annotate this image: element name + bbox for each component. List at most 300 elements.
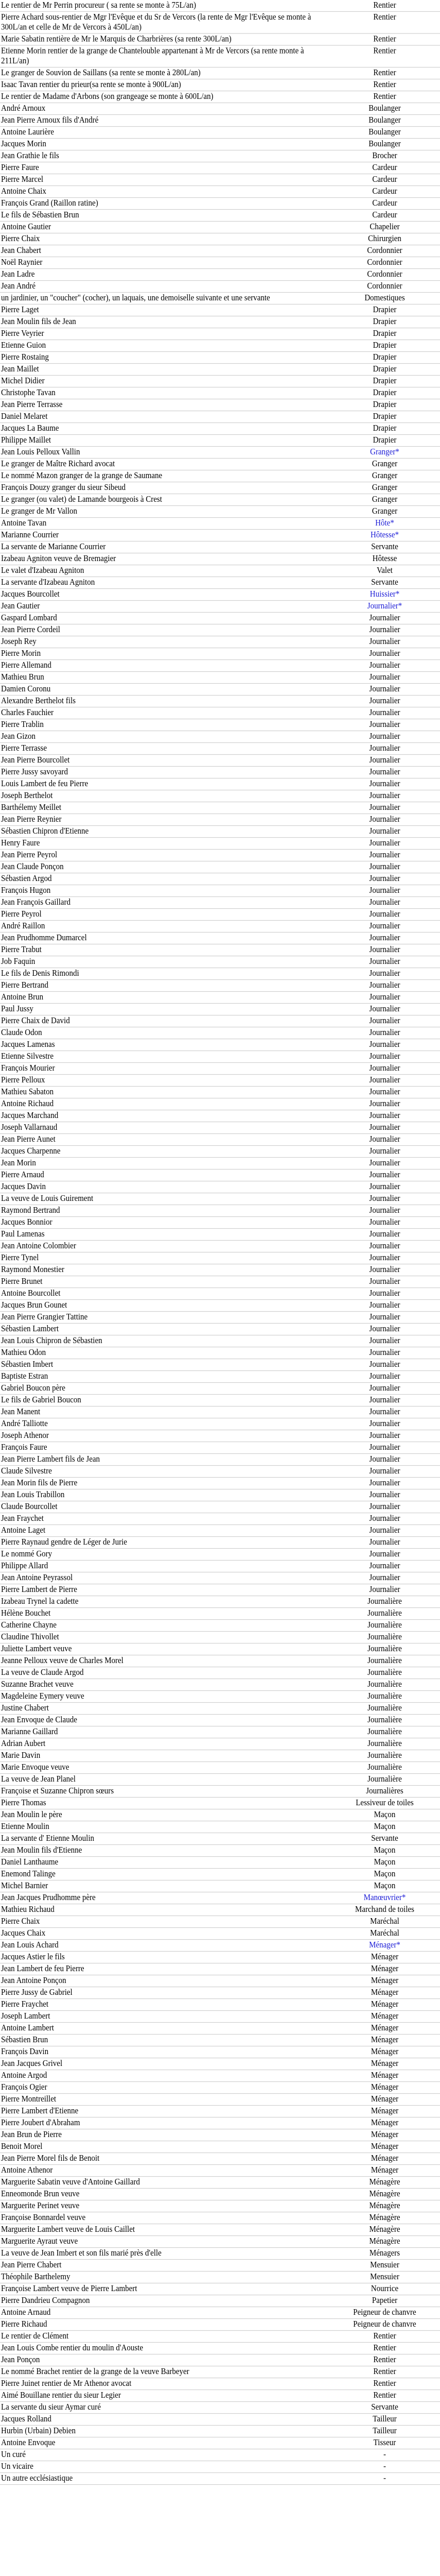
table-row bbox=[0, 826, 440, 838]
person-name: Jacques Rolland bbox=[1, 2414, 51, 2424]
person-name: François Mourier bbox=[1, 1063, 55, 1073]
occupation: Journalière bbox=[367, 1691, 402, 1701]
person-name: Marguerite Sabatin veuve d'Antoine Gaillard bbox=[1, 2177, 140, 2187]
person-name: Juliette Lambert veuve bbox=[1, 1644, 72, 1654]
person-name: Marie Davin bbox=[1, 1751, 41, 1760]
occupation-link[interactable]: Hôtesse* bbox=[371, 530, 399, 540]
table-row bbox=[0, 304, 440, 316]
occupation: Maréchal bbox=[370, 1928, 399, 1938]
table-row bbox=[0, 1940, 440, 1952]
person-name: Pierre Tynel bbox=[1, 1253, 39, 1263]
occupation: Journalier bbox=[369, 992, 400, 1002]
person-name: Pierre Peyrol bbox=[1, 909, 42, 919]
person-name: Jeanne Pelloux veuve de Charles Morel bbox=[1, 1656, 124, 1666]
table-row bbox=[0, 1715, 440, 1726]
person-name: Jean Pierre Cordeil bbox=[1, 625, 60, 635]
occupation: Cardeur bbox=[372, 210, 397, 220]
table-row bbox=[0, 2449, 440, 2461]
person-name: Jean Jacques Prudhomme père bbox=[1, 1893, 96, 1903]
table-row bbox=[0, 2331, 440, 2343]
table-row bbox=[0, 1075, 440, 1087]
occupation: Ménager bbox=[371, 2130, 399, 2140]
table-row bbox=[0, 1146, 440, 1158]
occupation: Journalier bbox=[369, 660, 400, 670]
table-row bbox=[0, 731, 440, 743]
person-name: Pierre Trablin bbox=[1, 720, 44, 730]
table-row bbox=[0, 1395, 440, 1406]
person-name: Jacques Astier le fils bbox=[1, 1952, 65, 1962]
person-name: Jean Pierre Bourcollet bbox=[1, 755, 70, 765]
occupation: Journalier bbox=[369, 969, 400, 978]
occupation: Journalier bbox=[369, 1300, 400, 1310]
person-name: Pierre Lambert d'Etienne bbox=[1, 2106, 79, 2116]
person-name: Jean Lambert de feu Pierre bbox=[1, 1964, 84, 1974]
occupation: Journalier bbox=[369, 921, 400, 931]
occupation: Rentier bbox=[373, 12, 396, 22]
occupation: Journalier bbox=[369, 1134, 400, 1144]
person-name: Hurbin (Urbain) Debien bbox=[1, 2426, 76, 2436]
person-name: Sébastien Brun bbox=[1, 2035, 48, 2045]
person-name: Jean Gautier bbox=[1, 601, 40, 611]
person-name: Pierre Chaix bbox=[1, 234, 40, 244]
occupation: Granger bbox=[372, 483, 398, 493]
occupation: Drapier bbox=[373, 388, 397, 398]
person-name: Mathieu Sabaton bbox=[1, 1087, 54, 1097]
table-row bbox=[0, 1952, 440, 1963]
occupation: Chirurgien bbox=[368, 234, 401, 244]
occupation: Brocher bbox=[372, 151, 397, 161]
person-name: Jacques Morin bbox=[1, 139, 46, 149]
table-row bbox=[0, 2212, 440, 2224]
person-name: Catherine Chayne bbox=[1, 1620, 57, 1630]
table-row bbox=[0, 1999, 440, 2011]
occupation: Boulanger bbox=[368, 127, 401, 137]
table-row bbox=[0, 2082, 440, 2094]
table-row bbox=[0, 2094, 440, 2106]
person-name: Raymond Bertrand bbox=[1, 1206, 60, 1215]
person-name: Jean François Gaillard bbox=[1, 897, 71, 907]
person-name: François Faure bbox=[1, 1443, 47, 1452]
table-row bbox=[0, 672, 440, 684]
person-name: Jacques Brun Gounet bbox=[1, 1300, 67, 1310]
person-name: Etienne Morin rentier de la grange de Chantelouble appartenant à Mr de Vercors (sa rente monte à 211L/an) bbox=[1, 46, 304, 66]
occupation: Journalier bbox=[369, 625, 400, 635]
table-row bbox=[0, 944, 440, 956]
occupation: Journalière bbox=[367, 1715, 402, 1725]
occupation: Journalier bbox=[369, 980, 400, 990]
occupation: Journalier bbox=[369, 933, 400, 943]
table-row bbox=[0, 601, 440, 613]
occupation-link[interactable]: Huissier* bbox=[369, 589, 400, 599]
occupation: Journalier bbox=[369, 1454, 400, 1464]
occupation: Journalier bbox=[369, 708, 400, 718]
occupation: Journalier bbox=[369, 897, 400, 907]
occupation: Journalier bbox=[369, 637, 400, 647]
occupation: Ménager bbox=[371, 2011, 399, 2021]
occupation: Journalier bbox=[369, 1217, 400, 1227]
person-name: Antoine Laurière bbox=[1, 127, 54, 137]
person-name: Antoine Athenor bbox=[1, 2165, 53, 2175]
occupation: Journalier bbox=[369, 1466, 400, 1476]
occupation-link[interactable]: Hôte* bbox=[375, 518, 394, 528]
table-row bbox=[0, 1928, 440, 1940]
occupation: Drapier bbox=[373, 364, 397, 374]
occupation: Journalier bbox=[369, 1395, 400, 1405]
occupation: Journalier bbox=[369, 815, 400, 824]
occupation: Journalière bbox=[367, 1620, 402, 1630]
person-name: Benoit Morel bbox=[1, 2142, 43, 2151]
person-name: Pierre Chaix de David bbox=[1, 1016, 70, 1026]
occupation: Ménagère bbox=[369, 2213, 400, 2223]
person-name: Pierre Bertrand bbox=[1, 980, 49, 990]
occupation: Journalier bbox=[369, 1123, 400, 1132]
occupation: Journalier bbox=[369, 886, 400, 895]
table-row bbox=[0, 2023, 440, 2035]
table-row bbox=[0, 861, 440, 873]
person-name: Le granger de Souvion de Saillans (sa rente se monte à 280L/an) bbox=[1, 68, 201, 78]
occupation: Drapier bbox=[373, 423, 397, 433]
table-row bbox=[0, 1170, 440, 1181]
occupation: Granger bbox=[372, 471, 398, 481]
person-name: Mathieu Odon bbox=[1, 1348, 46, 1358]
table-row bbox=[0, 222, 440, 233]
person-name: Le granger de Maître Richard avocat bbox=[1, 459, 115, 469]
person-name: Enneomonde Brun veuve bbox=[1, 2189, 80, 2199]
table-row bbox=[0, 1087, 440, 1098]
person-name: Charles Fauchier bbox=[1, 708, 54, 718]
person-name: Damien Coronu bbox=[1, 684, 51, 694]
person-name: André Arnoux bbox=[1, 104, 46, 113]
table-row bbox=[0, 1869, 440, 1880]
occupation: Ménagers bbox=[369, 2248, 400, 2258]
occupation: Ménager bbox=[371, 2071, 399, 2080]
table-row bbox=[0, 1904, 440, 1916]
occupation: Rentier bbox=[373, 2331, 396, 2341]
table-row bbox=[0, 1489, 440, 1501]
table-row bbox=[0, 1004, 440, 1015]
person-name: Pierre Thomas bbox=[1, 1798, 46, 1808]
occupation: Maçon bbox=[374, 1857, 396, 1867]
table-row bbox=[0, 174, 440, 186]
occupation: Journalière bbox=[367, 1668, 402, 1677]
occupation: Cordonnier bbox=[367, 258, 402, 267]
person-name: La servante d'Izabeau Agniton bbox=[1, 578, 95, 587]
table-row bbox=[0, 1134, 440, 1146]
table-row bbox=[0, 2011, 440, 2023]
occupation: Ménager bbox=[371, 2154, 399, 2163]
person-name: André Talliotte bbox=[1, 1419, 48, 1429]
person-name: Jean Pierre Aunet bbox=[1, 1134, 56, 1144]
table-row bbox=[0, 1537, 440, 1549]
occupation: Cardeur bbox=[372, 198, 397, 208]
table-row bbox=[0, 1466, 440, 1478]
person-name: Marguerite Perinet veuve bbox=[1, 2201, 80, 2211]
occupation: Journalier bbox=[369, 1324, 400, 1334]
person-name: Aimé Bouillane rentier du sieur Legier bbox=[1, 2391, 121, 2400]
occupation: Journalier bbox=[369, 1585, 400, 1595]
person-name: Alexandre Berthelot fils bbox=[1, 696, 76, 706]
person-name: Pierre Jussy savoyard bbox=[1, 767, 68, 777]
occupation: Journalier bbox=[369, 1099, 400, 1109]
occupation: Servante bbox=[371, 1834, 398, 1843]
person-name: Jean Pierre Morel fils de Benoit bbox=[1, 2154, 100, 2163]
person-name: La veuve de Jean Planel bbox=[1, 1774, 76, 1784]
person-name: Le fils de Denis Rimondi bbox=[1, 969, 79, 978]
person-name: Jacques Charpenne bbox=[1, 1146, 61, 1156]
person-name: Le nommé Mazon granger de la grange de Saumane bbox=[1, 471, 163, 481]
table-row bbox=[0, 1833, 440, 1845]
person-name: Le nommé Gory bbox=[1, 1549, 52, 1559]
table-row bbox=[0, 1454, 440, 1466]
occupation: Journalier bbox=[369, 1407, 400, 1417]
table-row bbox=[0, 980, 440, 992]
table-row bbox=[0, 1726, 440, 1738]
person-name: Jacques Marchand bbox=[1, 1111, 59, 1121]
table-row bbox=[0, 1324, 440, 1335]
occupation: Journalier bbox=[369, 1478, 400, 1488]
table-row bbox=[0, 873, 440, 885]
person-name: Henry Faure bbox=[1, 838, 40, 848]
occupation: Ménager bbox=[371, 2047, 399, 2057]
table-row bbox=[0, 376, 440, 387]
table-row bbox=[0, 2461, 440, 2473]
table-row bbox=[0, 2295, 440, 2307]
occupation: Mensuier bbox=[370, 2260, 399, 2270]
table-row bbox=[0, 2260, 440, 2272]
table-row bbox=[0, 79, 440, 91]
table-row bbox=[0, 1063, 440, 1075]
person-name: Sébastien Chipron d'Etienne bbox=[1, 826, 89, 836]
occupation: Journalier bbox=[369, 909, 400, 919]
occupation: Journalier bbox=[369, 1549, 400, 1559]
person-name: La servante d' Etienne Moulin bbox=[1, 1834, 94, 1843]
table-row bbox=[0, 1335, 440, 1347]
person-name: Théophile Barthelemy bbox=[1, 2272, 71, 2282]
occupation: Cardeur bbox=[372, 163, 397, 173]
occupation: Journalier bbox=[369, 1336, 400, 1346]
occupation: Granger bbox=[372, 506, 398, 516]
occupation: Drapier bbox=[373, 329, 397, 338]
table-row bbox=[0, 198, 440, 210]
person-name: Antoine Chaix bbox=[1, 187, 46, 196]
table-row bbox=[0, 2402, 440, 2414]
occupation: Ménagère bbox=[369, 2189, 400, 2199]
person-name: Jean Pierre Peyrol bbox=[1, 850, 58, 860]
table-row bbox=[0, 447, 440, 459]
table-row bbox=[0, 518, 440, 530]
occupation: Ménager bbox=[371, 1976, 399, 1986]
table-row bbox=[0, 2236, 440, 2248]
table-row bbox=[0, 245, 440, 257]
person-name: Antoine Bourcollet bbox=[1, 1289, 61, 1298]
person-name: Jean Jacques Grivel bbox=[1, 2059, 63, 2069]
table-row bbox=[0, 589, 440, 601]
table-row bbox=[0, 719, 440, 731]
person-name: Jacques Lamenas bbox=[1, 1040, 55, 1049]
table-row bbox=[0, 364, 440, 376]
table-row bbox=[0, 210, 440, 222]
person-name: Joseph Vallarnaud bbox=[1, 1123, 58, 1132]
person-name: Antoine Richaud bbox=[1, 1099, 54, 1109]
table-row bbox=[0, 127, 440, 139]
occupation: Rentier bbox=[373, 2379, 396, 2388]
person-name: Magdeleine Eymery veuve bbox=[1, 1691, 84, 1701]
table-row bbox=[0, 1738, 440, 1750]
person-name: Le valet d'Izabeau Agniton bbox=[1, 566, 84, 575]
person-name: Pierre Pelloux bbox=[1, 1075, 45, 1085]
occupation: Journalier bbox=[369, 957, 400, 967]
person-name: Job Faquin bbox=[1, 957, 36, 967]
table-row bbox=[0, 1963, 440, 1975]
person-name: François Ogier bbox=[1, 2082, 47, 2092]
person-name: Jean Morin bbox=[1, 1158, 36, 1168]
table-row bbox=[0, 1193, 440, 1205]
table-row bbox=[0, 233, 440, 245]
table-row bbox=[0, 103, 440, 115]
person-name: Antoine Laget bbox=[1, 1526, 46, 1535]
occupation: Valet bbox=[377, 566, 393, 575]
occupation: Journalier bbox=[369, 696, 400, 706]
occupation: Journalier bbox=[369, 1182, 400, 1192]
occupation: Boulanger bbox=[368, 104, 401, 113]
occupation: Journalier bbox=[369, 862, 400, 872]
person-name: Noël Raynier bbox=[1, 258, 43, 267]
person-name: Louis Lambert de feu Pierre bbox=[1, 779, 89, 789]
occupation: Journalier bbox=[369, 1348, 400, 1358]
occupation-link[interactable]: Granger* bbox=[370, 447, 399, 457]
occupation: Journalière bbox=[367, 1703, 402, 1713]
person-name: Le granger de Mr Vallon bbox=[1, 506, 78, 516]
table-row bbox=[0, 1643, 440, 1655]
table-row bbox=[0, 1916, 440, 1928]
person-name: Pierre Brunet bbox=[1, 1277, 43, 1286]
person-name: Jean Louis Trabillon bbox=[1, 1490, 65, 1500]
person-name: Jean Louis Pelloux Vallin bbox=[1, 447, 80, 457]
person-name: Pierre Arnaud bbox=[1, 1170, 44, 1180]
occupation-link[interactable]: Ménager* bbox=[369, 1940, 400, 1950]
table-row bbox=[0, 1478, 440, 1489]
occupation: Journalier bbox=[369, 1075, 400, 1085]
person-name: Sébastien Imbert bbox=[1, 1360, 54, 1369]
table-row bbox=[0, 2141, 440, 2153]
person-name: Le fils de Gabriel Boucon bbox=[1, 1395, 81, 1405]
occupation: Mensuier bbox=[370, 2272, 399, 2282]
occupation: Drapier bbox=[373, 305, 397, 315]
person-name: Etienne Silvestre bbox=[1, 1052, 54, 1061]
occupation: Journalier bbox=[369, 1561, 400, 1571]
table-row bbox=[0, 565, 440, 577]
table-row bbox=[0, 2272, 440, 2283]
table-row bbox=[0, 2165, 440, 2177]
occupation: Journalier bbox=[369, 1016, 400, 1026]
person-name: Jacques Chaix bbox=[1, 1928, 46, 1938]
person-name: Pierre Faure bbox=[1, 163, 39, 173]
occupation: Maçon bbox=[374, 1869, 396, 1879]
occupation: Ménager bbox=[371, 2035, 399, 2045]
table-row bbox=[0, 2106, 440, 2117]
occupation: Journalière bbox=[367, 1751, 402, 1760]
person-name: Jean Moulin le père bbox=[1, 1810, 62, 1820]
person-name: Pierre Veyrier bbox=[1, 329, 44, 338]
occupation: Maçon bbox=[374, 1810, 396, 1820]
table-row bbox=[0, 1027, 440, 1039]
table-row bbox=[0, 684, 440, 696]
occupation: Journalières bbox=[366, 1786, 403, 1796]
person-name: La servante de Marianne Courrier bbox=[1, 542, 106, 552]
occupation: Drapier bbox=[373, 400, 397, 410]
table-row bbox=[0, 459, 440, 470]
table-row bbox=[0, 1110, 440, 1122]
person-name: Philippe Allard bbox=[1, 1561, 48, 1571]
table-row bbox=[0, 352, 440, 364]
person-name: Le rentier de Clément bbox=[1, 2331, 69, 2341]
table-row bbox=[0, 1691, 440, 1703]
person-name: Antoine Brun bbox=[1, 992, 44, 1002]
person-name: Pierre Lambert de Pierre bbox=[1, 1585, 77, 1595]
table-row bbox=[0, 1217, 440, 1229]
table-row bbox=[0, 778, 440, 790]
table-row bbox=[0, 2378, 440, 2390]
table-row bbox=[0, 506, 440, 518]
occupation: Ménager bbox=[371, 1999, 399, 2009]
person-name: Barthélemy Meillet bbox=[1, 803, 62, 812]
occupation: Journalier bbox=[369, 1170, 400, 1180]
person-name: François Hugon bbox=[1, 886, 51, 895]
occupation: Journalier bbox=[369, 791, 400, 801]
occupation: Journalier bbox=[369, 1146, 400, 1156]
person-name: Marguerite Lambert veuve de Louis Caillet bbox=[1, 2225, 135, 2234]
person-name: Pierre Rostaing bbox=[1, 352, 49, 362]
table-row bbox=[0, 2070, 440, 2082]
person-name: Pierre Laget bbox=[1, 305, 39, 315]
occupation: Drapier bbox=[373, 376, 397, 386]
person-name: Jean Pierre Reynier bbox=[1, 815, 62, 824]
person-name: Jean Manent bbox=[1, 1407, 41, 1417]
table-row bbox=[0, 1857, 440, 1869]
occupation: Journalier bbox=[369, 1289, 400, 1298]
table-row bbox=[0, 1525, 440, 1537]
table-row bbox=[0, 1632, 440, 1643]
table-row bbox=[0, 968, 440, 980]
person-name: Antoine Lambert bbox=[1, 2023, 54, 2033]
occupation-link[interactable]: Journalier* bbox=[367, 601, 402, 611]
occupation-link[interactable]: Manœuvrier* bbox=[363, 1893, 406, 1903]
table-row bbox=[0, 2153, 440, 2165]
table-row bbox=[0, 328, 440, 340]
person-name: Jean Gizon bbox=[1, 732, 36, 741]
occupation: - bbox=[383, 2473, 386, 2483]
table-row bbox=[0, 1288, 440, 1300]
table-row bbox=[0, 1880, 440, 1892]
table-row bbox=[0, 1679, 440, 1691]
person-name: Un curé bbox=[1, 2450, 26, 2460]
table-row bbox=[0, 1786, 440, 1798]
person-name: Jean Brun de Pierre bbox=[1, 2130, 62, 2140]
occupation: Cordonnier bbox=[367, 281, 402, 291]
occupation: Ménager bbox=[371, 1964, 399, 1974]
person-name: Jacques La Baume bbox=[1, 423, 59, 433]
occupation: Cardeur bbox=[372, 187, 397, 196]
occupation: Maçon bbox=[374, 1881, 396, 1891]
table-row bbox=[0, 1549, 440, 1561]
table-row bbox=[0, 387, 440, 399]
person-name: Pierre Achard sous-rentier de Mgr l'Evêque et du Sr de Vercors (la rente de Mgr l'Evêque se monte à 300L/an et celle de Mr de Vercors à 450L/an) bbox=[1, 12, 311, 32]
occupation: Journalier bbox=[369, 1194, 400, 1204]
person-name: Marie Sabatin rentière de Mr le Marquis de Charbrières (sa rente 300L/an) bbox=[1, 34, 232, 44]
table-row bbox=[0, 470, 440, 482]
occupation: Journalier bbox=[369, 720, 400, 730]
occupation: - bbox=[383, 2462, 386, 2471]
